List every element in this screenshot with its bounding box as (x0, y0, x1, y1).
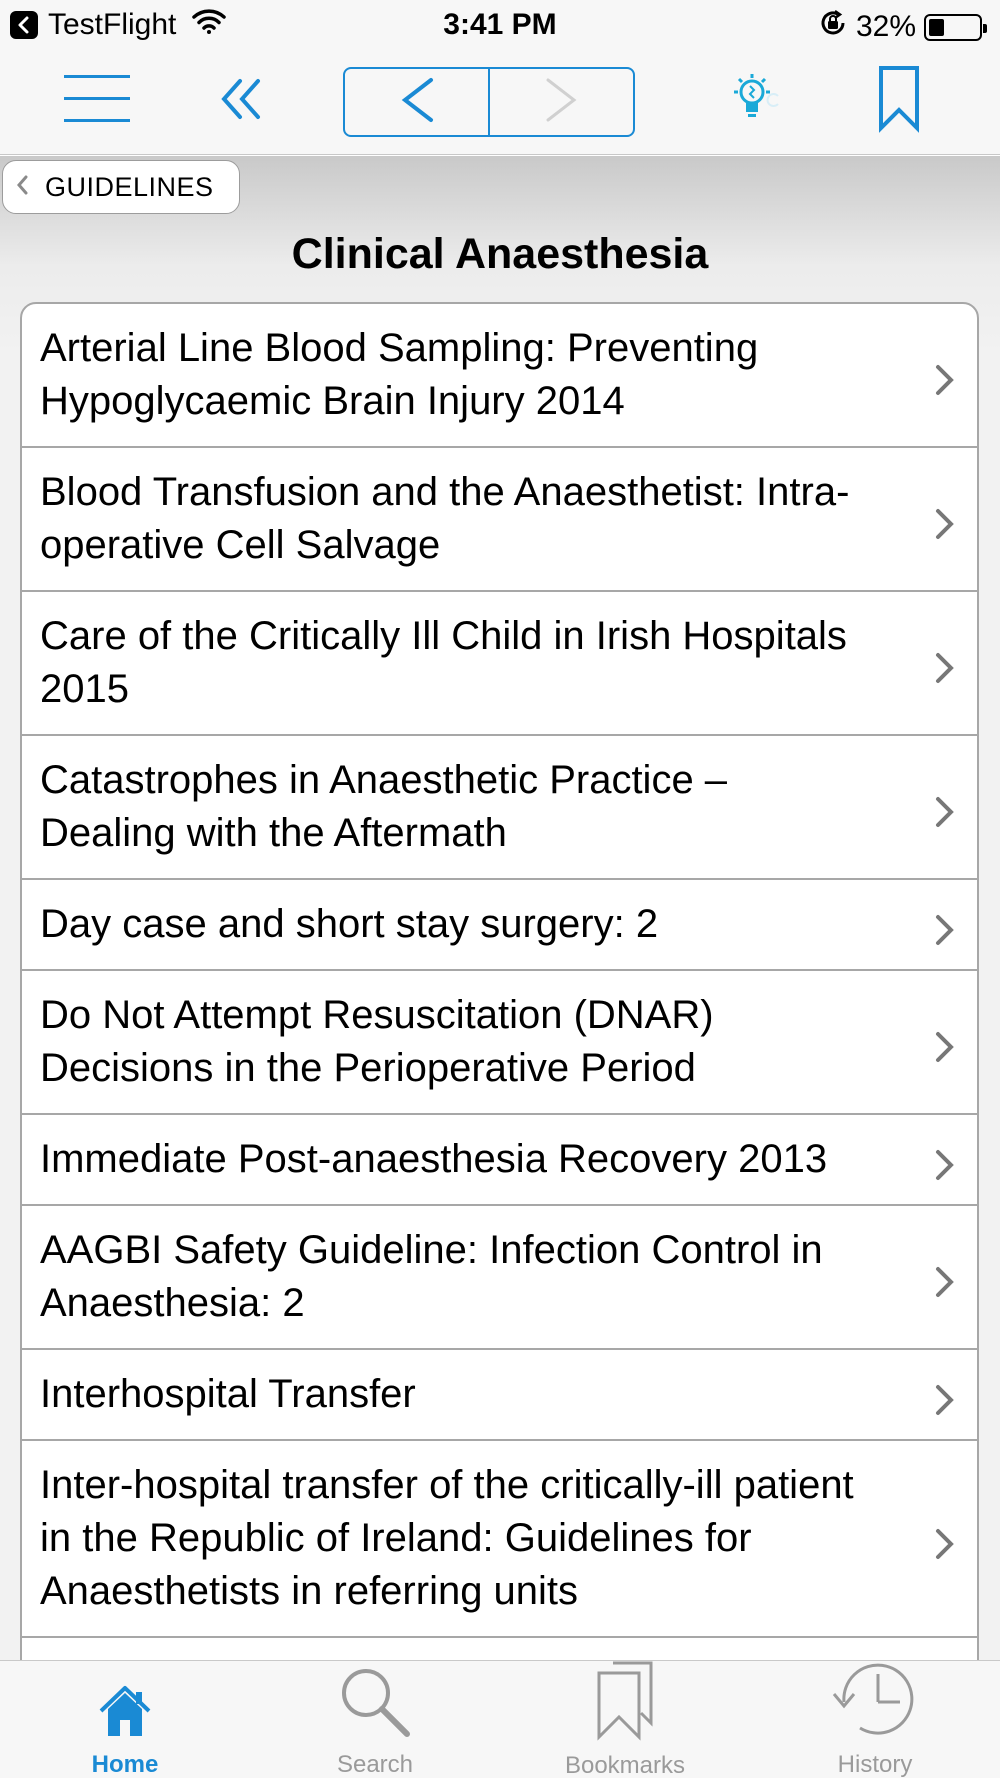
list-item[interactable] (22, 971, 977, 1115)
list-item-title (40, 898, 658, 951)
list-item-line: 2015 (40, 667, 129, 711)
status-time: 3:41 PM (443, 8, 557, 41)
chevron-right-icon (933, 502, 957, 536)
back-app-name: TestFlight (48, 8, 177, 41)
list-item-line: Do Not Attempt Resuscitation (DNAR) (40, 993, 714, 1037)
tab-bookmarks[interactable] (500, 1661, 750, 1779)
content-area (0, 156, 1000, 1660)
list-item-line: Dealing with the Aftermath (40, 811, 507, 855)
list-item[interactable] (22, 1115, 977, 1206)
list-item-line: Anaesthesia: 2 (40, 1281, 305, 1325)
list-item-line: operative Cell Salvage (40, 523, 441, 567)
bookmark-button[interactable] (868, 65, 930, 137)
battery-icon (924, 14, 982, 41)
list-item-line: Arterial Line Blood Sampling: Preventing (40, 326, 759, 370)
chevron-left-icon (15, 174, 29, 201)
orientation-lock-icon (818, 8, 848, 46)
chevron-right-icon (933, 358, 957, 392)
list-item-line: Day case and short stay surgery: 2 (40, 902, 659, 946)
status-bar (0, 0, 1000, 50)
list-item-line: Blood Transfusion and the Anaesthetist: Intra- (40, 470, 850, 514)
chevron-right-icon (933, 1522, 957, 1556)
list-item-title (40, 989, 714, 1095)
list-item-line: Anaesthetists in referring units (40, 1569, 579, 1613)
list-item-title (40, 322, 758, 428)
guidelines-back-button[interactable] (2, 160, 240, 214)
double-back-button[interactable] (212, 65, 272, 137)
tips-button[interactable] (722, 65, 802, 137)
list-item[interactable] (22, 1441, 977, 1638)
tab-home[interactable] (0, 1661, 250, 1779)
page-nav-segment (343, 67, 635, 137)
page-title: Clinical Anaesthesia (291, 230, 709, 278)
list-item-title (40, 754, 727, 860)
chevron-right-icon (933, 1143, 957, 1177)
list-item-line: Immediate Post-anaesthesia Recovery 2013 (40, 1137, 828, 1181)
menu-button[interactable] (58, 65, 138, 137)
chevron-right-icon (933, 1378, 957, 1412)
chevron-right-icon (933, 646, 957, 680)
list-item[interactable] (22, 304, 977, 448)
chevron-right-icon (933, 908, 957, 942)
list-item-title (40, 610, 847, 716)
tab-history-label: History (837, 1751, 913, 1778)
list-item[interactable] (22, 880, 977, 971)
list-item-line: Care of the Critically Ill Child in Irish Hospitals (40, 614, 847, 658)
chevron-right-icon (544, 76, 580, 129)
list-item[interactable] (22, 448, 977, 592)
tab-bookmarks-label: Bookmarks (564, 1752, 686, 1779)
guidelines-back-label: GUIDELINES (45, 171, 214, 202)
battery-level (929, 19, 944, 36)
chevron-left-icon (399, 76, 435, 129)
list-item-line: Interhospital Transfer (40, 1372, 416, 1416)
previous-button[interactable] (345, 69, 490, 135)
list-item-line: Hypoglycaemic Brain Injury 2014 (40, 379, 625, 423)
list-item-line: Decisions in the Perioperative Period (40, 1046, 696, 1090)
battery-percent: 32% (855, 10, 916, 43)
list-item-line: Catastrophes in Anaesthetic Practice – (40, 758, 728, 802)
list-item[interactable] (22, 736, 977, 880)
history-clock-icon (830, 1662, 920, 1743)
tab-search[interactable] (250, 1661, 500, 1779)
tab-bar (0, 1660, 1000, 1778)
guidelines-list (20, 302, 979, 1731)
list-item-line: Inter-hospital transfer of the critically-ill patient (40, 1463, 854, 1507)
tab-search-label: Search (336, 1751, 414, 1778)
lightbulb-icon (730, 74, 794, 129)
list-item-title (40, 1224, 823, 1330)
list-item[interactable] (22, 592, 977, 736)
tab-home-label: Home (91, 1751, 159, 1778)
list-item-line: AAGBI Safety Guideline: Infection Control in (40, 1228, 823, 1272)
list-item[interactable] (22, 1350, 977, 1441)
search-icon (337, 1666, 413, 1743)
tab-history[interactable] (750, 1661, 1000, 1779)
list-item[interactable] (22, 1206, 977, 1350)
hamburger-menu-icon (64, 73, 132, 130)
chevron-right-icon (933, 1025, 957, 1059)
double-chevron-left-icon (220, 77, 264, 126)
next-button[interactable] (490, 69, 633, 135)
chevron-right-icon (933, 1260, 957, 1294)
bookmarks-icon (595, 1661, 655, 1744)
home-icon (98, 1684, 152, 1743)
list-item-title (40, 1368, 416, 1421)
chevron-right-icon (933, 790, 957, 824)
list-item-line: in the Republic of Ireland: Guidelines for (40, 1516, 752, 1560)
toolbar (0, 50, 1000, 155)
list-item-title (40, 1459, 854, 1618)
bookmark-icon (877, 66, 921, 137)
list-item-title (40, 1133, 827, 1186)
list-item-title (40, 466, 849, 572)
